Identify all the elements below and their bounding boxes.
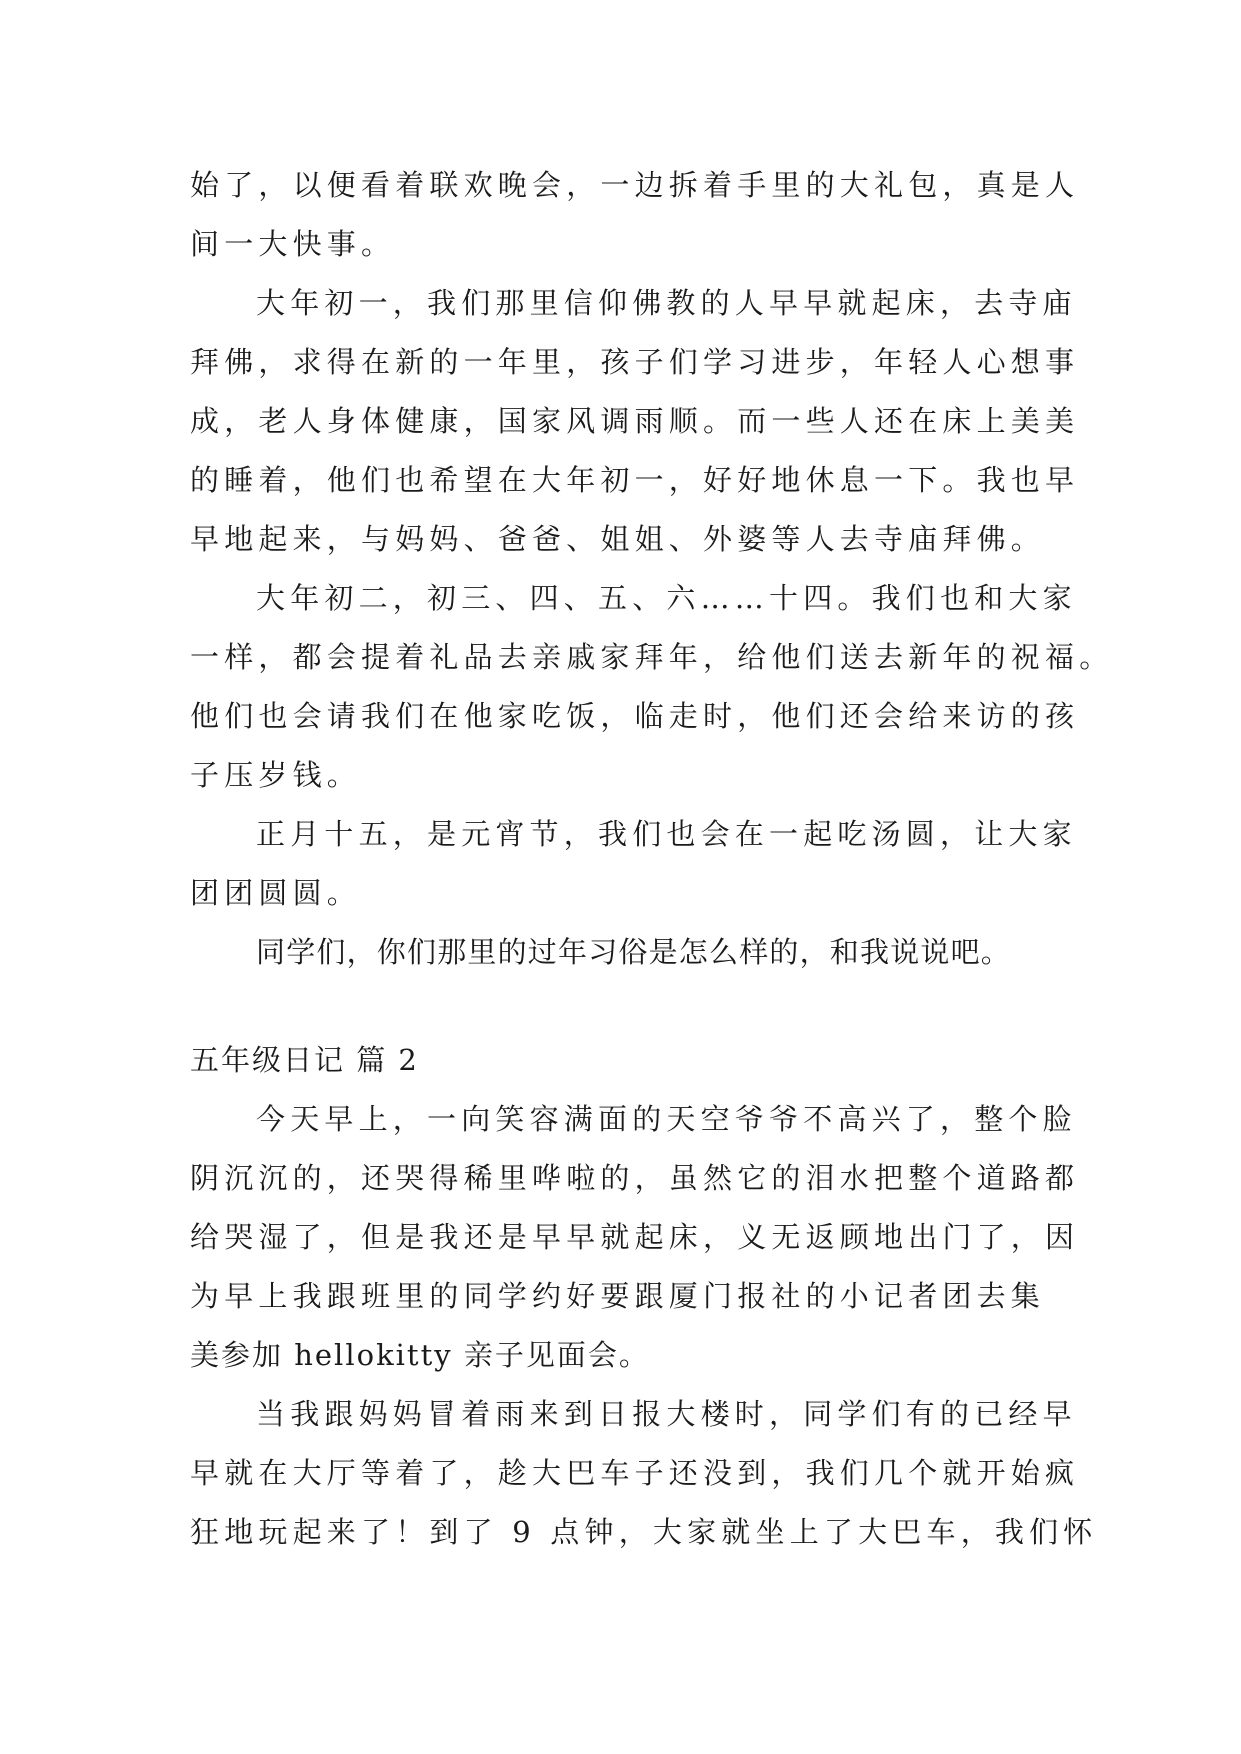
- text-line: 为早上我跟班里的同学约好要跟厦门报社的小记者团去集: [190, 1279, 1046, 1313]
- paragraph-first-line: 正月十五，是元宵节，我们也会在一起吃汤圆，让大家: [256, 817, 1077, 851]
- paragraph-first-line: 当我跟妈妈冒着雨来到日报大楼时，同学们有的已经早: [256, 1397, 1077, 1431]
- text-line: 给哭湿了，但是我还是早早就起床，义无返顾地出门了，因: [190, 1220, 1080, 1254]
- text-line: 早地起来，与妈妈、爸爸、姐姐、外婆等人去寺庙拜佛。: [190, 522, 1046, 556]
- text-line: 成，老人身体健康，国家风调雨顺。而一些人还在床上美美: [190, 404, 1080, 438]
- text-line: 拜佛，求得在新的一年里，孩子们学习进步，年轻人心想事: [190, 345, 1080, 379]
- text-line: 早就在大厅等着了，趁大巴车子还没到，我们几个就开始疯: [190, 1456, 1080, 1490]
- text-line: 阴沉沉的，还哭得稀里哗啦的，虽然它的泪水把整个道路都: [190, 1161, 1080, 1195]
- text-line: 狂地玩起来了！到了 9 点钟，大家就坐上了大巴车，我们怀: [190, 1515, 1098, 1549]
- text-line: 他们也会请我们在他家吃饭，临走时，他们还会给来访的孩: [190, 699, 1080, 733]
- paragraph-first-line: 大年初二，初三、四、五、六……十四。我们也和大家: [256, 581, 1077, 615]
- text-line: 美参加 hellokitty 亲子见面会。: [190, 1338, 650, 1372]
- text-line: 团团圆圆。: [190, 876, 362, 910]
- text-line: 始了，以便看着联欢晚会，一边拆着手里的大礼包，真是人: [190, 168, 1080, 202]
- paragraph-first-line: 大年初一，我们那里信仰佛教的人早早就起床，去寺庙: [256, 286, 1077, 320]
- text-line: 一样，都会提着礼品去亲戚家拜年，给他们送去新年的祝福。: [190, 640, 1114, 674]
- paragraph-first-line: 今天早上，一向笑容满面的天空爷爷不高兴了，整个脸: [256, 1102, 1077, 1136]
- paragraph-first-line: 同学们，你们那里的过年习俗是怎么样的，和我说说吧。: [256, 935, 1012, 969]
- text-line: 的睡着，他们也希望在大年初一，好好地休息一下。我也早: [190, 463, 1080, 497]
- text-line: 间一大快事。: [190, 227, 396, 261]
- section-heading: 五年级日记 篇 2: [190, 1043, 419, 1077]
- text-line: 子压岁钱。: [190, 758, 362, 792]
